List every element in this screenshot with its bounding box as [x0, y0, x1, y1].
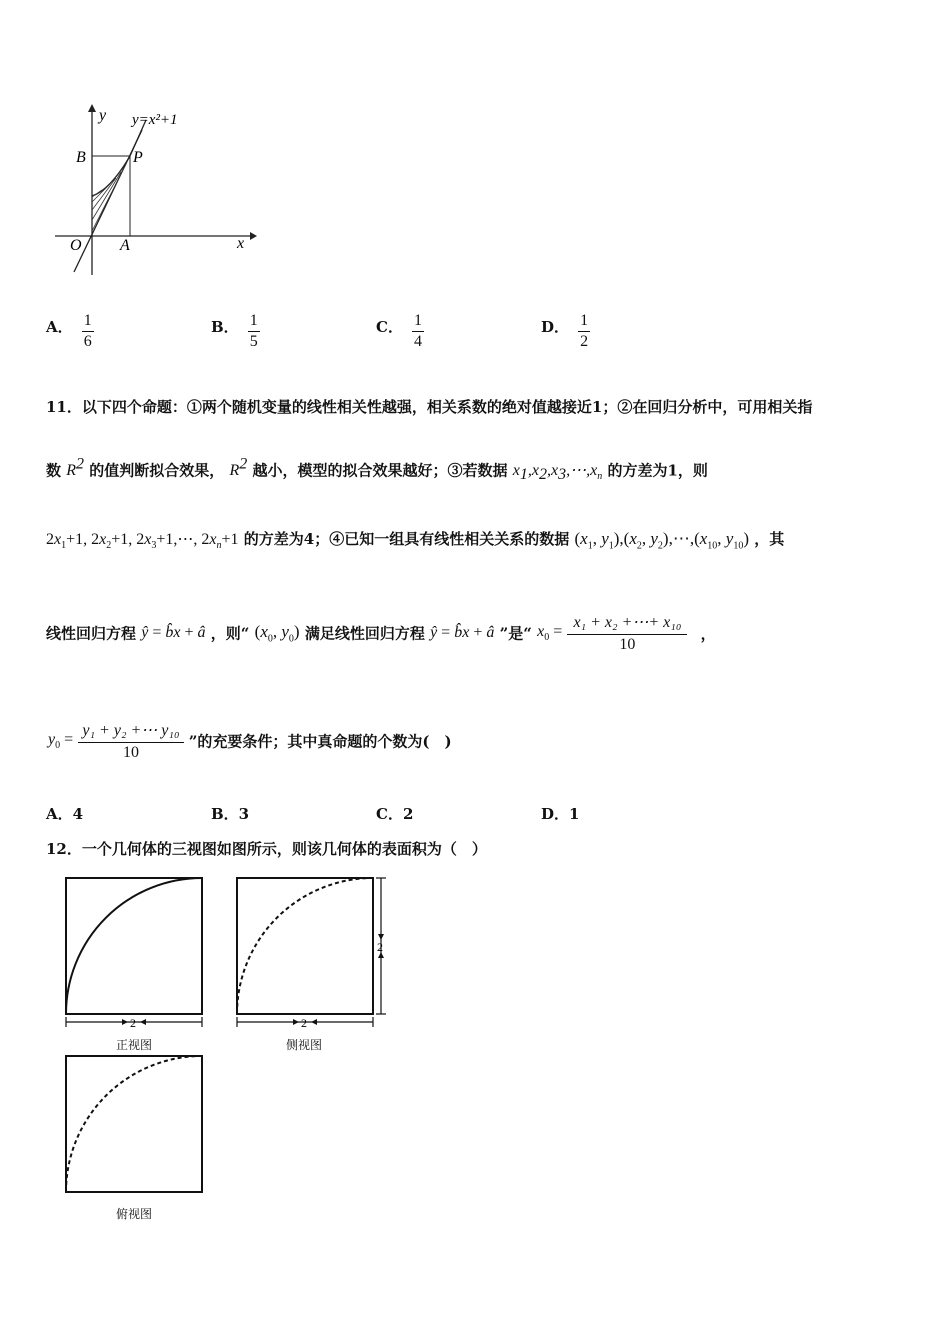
- label-p: P: [133, 149, 143, 166]
- option-label: A．: [46, 318, 73, 336]
- side-view-figure: [231, 872, 391, 1034]
- side-dim-label-bottom: 2: [301, 1016, 307, 1030]
- q10-option-a[interactable]: [46, 312, 94, 351]
- label-y: y: [99, 107, 107, 124]
- option-fraction: $\frac{1}{6}$: [83, 312, 92, 350]
- x0-fraction: $\frac{\text{x₁ + x₂ +⋯+ x₁₀}}{10}$: [567, 612, 687, 654]
- label-x: x: [237, 235, 245, 252]
- option-fraction: $\frac{1}{4}$: [414, 312, 423, 350]
- q11-option-c[interactable]: C．2: [376, 805, 414, 823]
- q11-line3: $2x_1+1$, $2x_2+1$, $2x_3+1,\cdots$, $2x_n+1$ 的方差为4；④已知一组具有线性相关关系的数据 ($x_1$, $y_1),(x_2$, $y_2),\cdots,(x_{10}$, $y_{10}$) ，其: [46, 529, 785, 552]
- option-label: D．: [541, 318, 570, 336]
- x-axis-arrow-icon: [250, 232, 257, 240]
- option-label: B．: [211, 318, 239, 336]
- q10-option-c[interactable]: [376, 312, 424, 351]
- front-dim-label: 2: [130, 1016, 136, 1030]
- label-a: A: [120, 237, 130, 254]
- top-view-figure: [60, 1050, 210, 1200]
- q10-option-d[interactable]: [541, 312, 590, 351]
- label-o: O: [70, 237, 82, 254]
- top-view-caption: 俯视图: [116, 1207, 153, 1221]
- option-fraction: $\frac{1}{2}$: [580, 312, 589, 350]
- side-view-caption: 侧视图: [286, 1038, 323, 1052]
- front-view-figure: [60, 872, 210, 1034]
- q11-option-d[interactable]: D．1: [541, 805, 580, 823]
- q11-line5: $y_0$ = $\frac{\text{y₁ + y₂ +⋯ y₁₀}}{10}$ ”的充要条件；其中真命题的个数为( ): [48, 722, 452, 761]
- figure-parabola-area: [50, 100, 260, 280]
- front-view-caption: 正视图: [116, 1038, 153, 1052]
- q11-line2: 数 $R^2$ 的值判断拟合效果， $R^2$ 越小，模型的拟合效果越好；③若数据 $x_1,x_2,x_3,\cdots,x_n$ 的方差为1，则: [46, 456, 708, 484]
- q11-option-b[interactable]: B．3: [211, 805, 250, 823]
- y-axis-arrow-icon: [88, 104, 96, 112]
- option-fraction: $\frac{1}{5}$: [249, 312, 258, 350]
- side-dim-label-right: 2: [377, 940, 383, 954]
- top-view-arc: [66, 1056, 202, 1192]
- label-b: B: [76, 149, 86, 166]
- y0-fraction: $\frac{\text{y₁ + y₂ +⋯ y₁₀}}{10}$: [78, 720, 183, 762]
- q11-line1: 11．以下四个命题：①两个随机变量的线性相关性越强，相关系数的绝对值越接近1；②在回归分析中，可用相关指: [46, 398, 813, 416]
- q10-option-b[interactable]: [211, 312, 260, 351]
- side-view-arc: [237, 878, 373, 1014]
- label-curve: y=x²+1: [132, 112, 178, 128]
- q12-stem: 12．一个几何体的三视图如图所示，则该几何体的表面积为（ ）: [46, 840, 487, 858]
- option-label: C．: [376, 318, 403, 336]
- q11-line4: 线性回归方程 ŷ = b̂x + â ，则“ ($x_0$, $y_0$) 满足线性回归方程 ŷ = b̂x + â ”是“ $x_0$ = $\frac{\text{x₁ + x₂ +⋯+ x₁₀}}{10}$ ，: [46, 614, 716, 653]
- front-view-arc: [66, 878, 202, 1014]
- q11-option-a[interactable]: A．4: [46, 805, 84, 823]
